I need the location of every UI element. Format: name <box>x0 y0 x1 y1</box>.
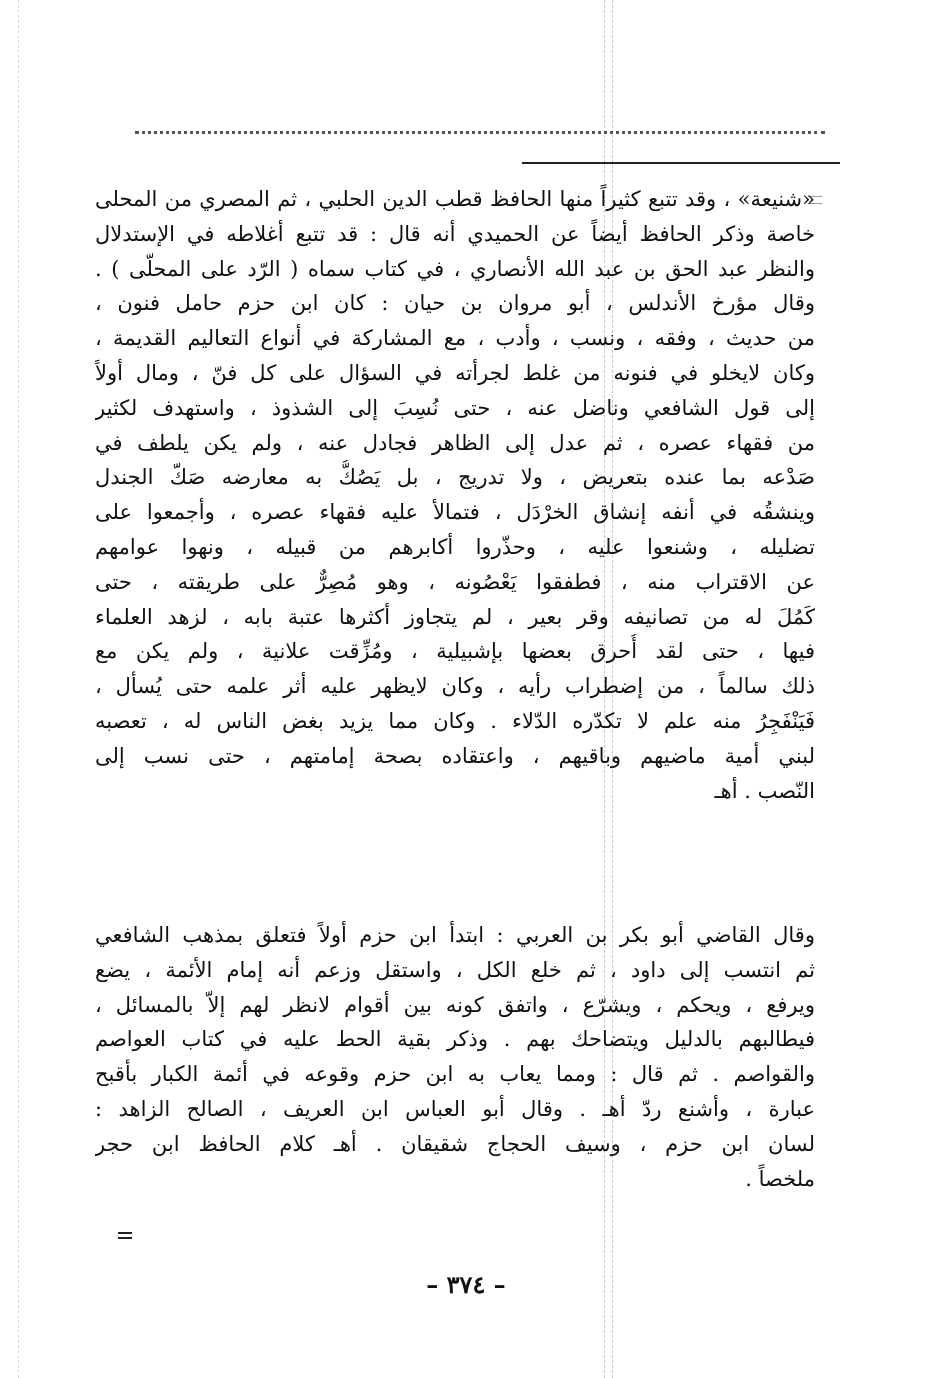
text-line: كَمُلَ له من تصانيفه وقر بعير ، لم يتجاوز أكثرها عتبة بابه ، لزهد العلماء <box>95 604 815 629</box>
text-line: من حديث ، وفقه ، ونسب ، وأدب ، مع المشاركة في أنواع التعاليم القديمة ، <box>95 326 815 351</box>
text-line: والنظر عبد الحق بن عبد الله الأنصاري ، في كتاب سماه ( الرّد على المحلّى ) . <box>95 256 815 281</box>
text-line: ويرفع ، ويحكم ، ويشرّع ، واتفق كونه بين أقوام لانظر لهم إلاّ بالمسائل ، <box>95 992 815 1017</box>
text-line: فيها ، حتى لقد أُحرق بعضها بإشبيلية ، ومُزِّقت علانية ، ولم يكن مع <box>95 639 815 664</box>
text-line: وينشقُه في أنفه إنشاق الخرْدَل ، فتمالأ عليه فقهاء عصره ، وأجمعوا على <box>95 500 815 525</box>
text-line: لبني أمية ماضيهم وباقيهم ، واعتقاده بصحة إمامتهم ، حتى نسب إلى <box>95 743 815 768</box>
header-rule <box>522 162 840 164</box>
text-line: ملخصاً . <box>745 1166 815 1191</box>
text-line: «شنيعة» ، وقد تتبع كثيراً منها الحافظ قطب الدين الحلبي ، ثم المصري من المحلى <box>95 187 815 211</box>
text-line: ثم انتسب إلى داود ، ثم خلع الكل ، واستقل وزعم أنه إمام الأئمة ، يضع <box>95 957 815 982</box>
text-line: لسان ابن حزم ، وسيف الحجاج شقيقان . أهـ كلام الحافظ ابن حجر <box>95 1131 815 1156</box>
text-line: والقواصم . ثم قال : ومما يعاب به ابن حزم وقوعه في أئمة الكبار بأقبح <box>95 1062 815 1087</box>
end-of-text-mark <box>118 1232 132 1239</box>
page-edge-line <box>18 0 19 1378</box>
text-line: عبارة ، وأشنع ردّ أهـ . وقال أبو العباس ابن العريف ، الصالح الزاهد : <box>95 1096 815 1121</box>
text-line: ذلك سالماً ، من إضطراب رأيه ، وكان لايظهر عليه أثر علمه حتى يُسأل ، <box>95 674 815 699</box>
text-line: وكان لايخلو في فنونه من غلط لجرأته في السؤال على كل فنّ ، ومال أولاً <box>95 360 815 385</box>
text-line: النّصب . أهـ <box>714 778 815 803</box>
text-line: فَيَنْفَجِرُ منه علم لا تكدّره الدّلاء . وكان مما يزيد بغض الناس له ، تعصبه <box>95 708 815 733</box>
text-line: وقال القاضي أبو بكر بن العربي : ابتدأ ابن حزم أولاً فتعلق بمذهب الشافعي <box>95 923 815 947</box>
text-line: عن الاقتراب منه ، فطفقوا يَعْصُونه ، وهو مُصِرٌّ على طريقته ، حتى <box>95 569 815 594</box>
text-line: صَدْعه بما عنده بتعريض ، ولا تدريج ، بل يَصُكُّ به معارضه صَكّ الجندل <box>95 465 815 490</box>
page-number: – ٣٧٤ – <box>426 1270 506 1299</box>
text-line: فيطالبهم بالدليل ويتضاحك بهم . وذكر بقية الحط عليه في كتاب العواصم <box>95 1027 815 1052</box>
text-line: من فقهاء عصره ، ثم عدل إلى الظاهر فجادل عنه ، ولم يكن يلطف في <box>95 430 815 455</box>
text-line: إلى قول الشافعي وناضل عنه ، حتى نُسِبَ إلى الشذوذ ، واستهدف لكثير <box>95 395 815 420</box>
paragraph-2 <box>95 918 815 1196</box>
header-dotted-rule <box>135 131 825 134</box>
paragraph-1 <box>95 182 815 808</box>
text-line: خاصة وذكر الحافظ أيضاً عن الحميدي أنه قال : قد تتبع أغلاطه في الإستدلال <box>95 221 815 246</box>
text-line: تضليله ، وشنعوا عليه ، وحذّروا أكابرهم من قبيله ، ونهوا عوامهم <box>95 534 815 559</box>
text-line: وقال مؤرخ الأندلس ، أبو مروان بن حيان : كان ابن حزم حامل فنون ، <box>95 291 815 316</box>
